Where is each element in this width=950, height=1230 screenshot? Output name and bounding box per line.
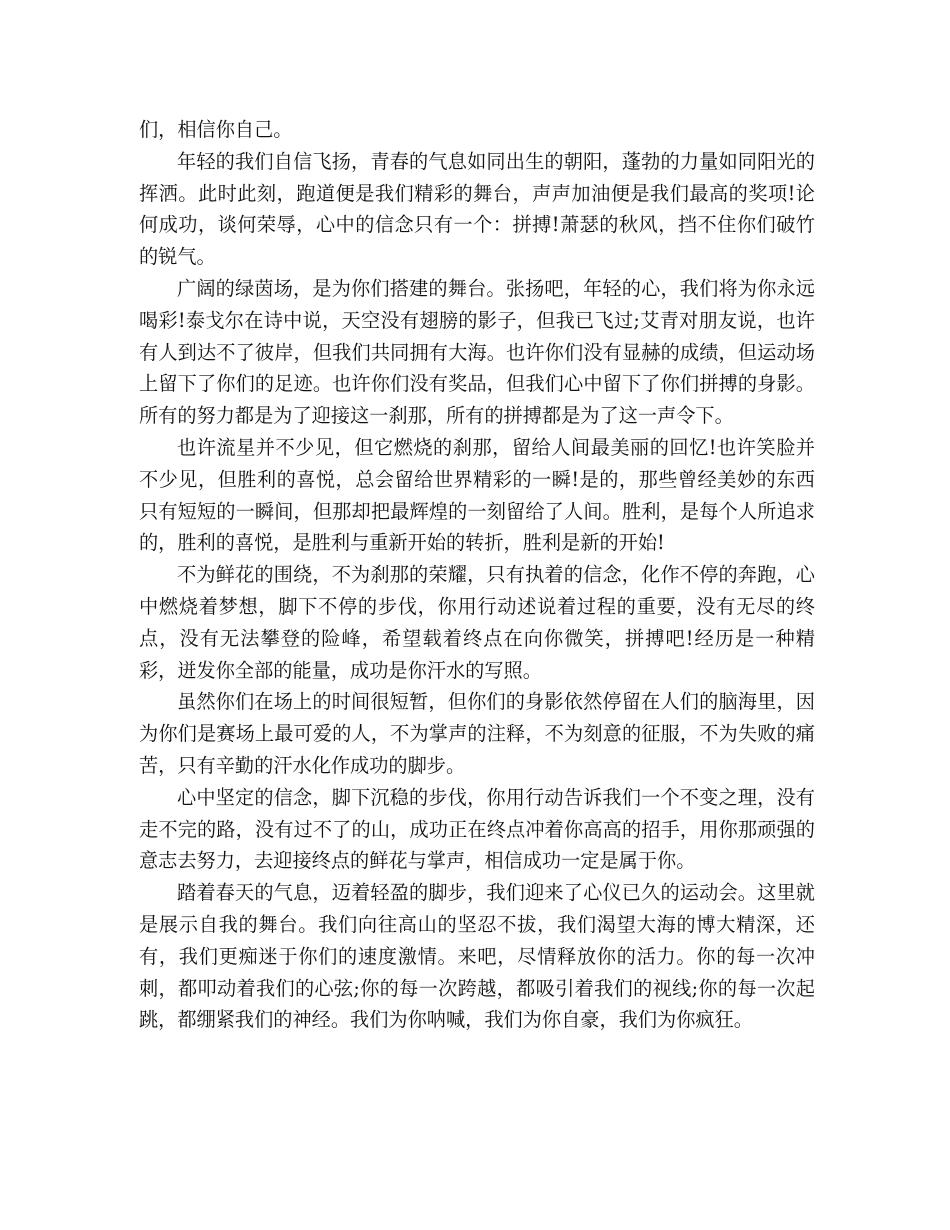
paragraph: 不为鲜花的围绕，不为刹那的荣耀，只有执着的信念，化作不停的奔跑，心中燃烧着梦想，脚下不停的步伐，你用行动述说着过程的重要，没有无尽的终点，没有无法攀登的险峰，希望载着终点在向你微笑，拼搏吧!经历是一种精彩，迸发你全部的能量，成功是你汗水的写照。 <box>139 563 815 682</box>
paragraph-continuation: 们，相信你自己。 <box>139 118 293 141</box>
paragraph: 也许流星并不少见，但它燃烧的刹那，留给人间最美丽的回忆!也许笑脸并不少见，但胜利的喜悦，总会留给世界精彩的一瞬!是的，那些曾经美妙的东西只有短短的一瞬间，但那却把最辉煌的一刻留给了人间。胜利，是每个人所追求的，胜利的喜悦，是胜利与重新开始的转折，胜利是新的开始! <box>139 435 815 555</box>
paragraph: 广阔的绿茵场，是为你们搭建的舞台。张扬吧，年轻的心，我们将为你永远喝彩!泰戈尔在诗中说，天空没有翅膀的影子，但我已飞过;艾青对朋友说，也许有人到达不了彼岸，但我们共同拥有大海。也许你们没有显赫的成绩，但运动场上留下了你们的足迹。也许你们没有奖品，但我们心中留下了你们拼搏的身影。所有的努力都是为了迎接这一刹那，所有的拼搏都是为了这一声令下。 <box>139 276 815 428</box>
paragraph: 心中坚定的信念，脚下沉稳的步伐，你用行动告诉我们一个不变之理，没有走不完的路，没有过不了的山，成功正在终点冲着你高高的招手，用你那顽强的意志去努力，去迎接终点的鲜花与掌声，相信成功一定是属于你。 <box>139 785 815 873</box>
paragraph: 年轻的我们自信飞扬，青春的气息如同出生的朝阳，蓬勃的力量如同阳光的挥洒。此时此刻，跑道便是我们精彩的舞台，声声加油便是我们最高的奖项!论何成功，谈何荣辱，心中的信念只有一个：拼搏!萧瑟的秋风，挡不住你们破竹的锐气。 <box>139 149 815 269</box>
paragraph: 虽然你们在场上的时间很短暂，但你们的身影依然停留在人们的脑海里，因为你们是赛场上最可爱的人，不为掌声的注释，不为刻意的征服，不为失败的痛苦，只有辛勤的汗水化作成功的脚步。 <box>139 690 815 777</box>
document-page <box>139 114 815 1036</box>
paragraph: 踏着春天的气息，迈着轻盈的脚步，我们迎来了心仪已久的运动会。这里就是展示自我的舞台。我们向往高山的坚忍不拔，我们渴望大海的博大精深，还有，我们更痴迷于你们的速度激情。来吧，尽情释放你的活力。你的每一次冲刺，都叩动着我们的心弦;你的每一次跨越，都吸引着我们的视线;你的每一次起跳，都绷紧我们的神经。我们为你呐喊，我们为你自豪，我们为你疯狂。 <box>139 881 815 1032</box>
